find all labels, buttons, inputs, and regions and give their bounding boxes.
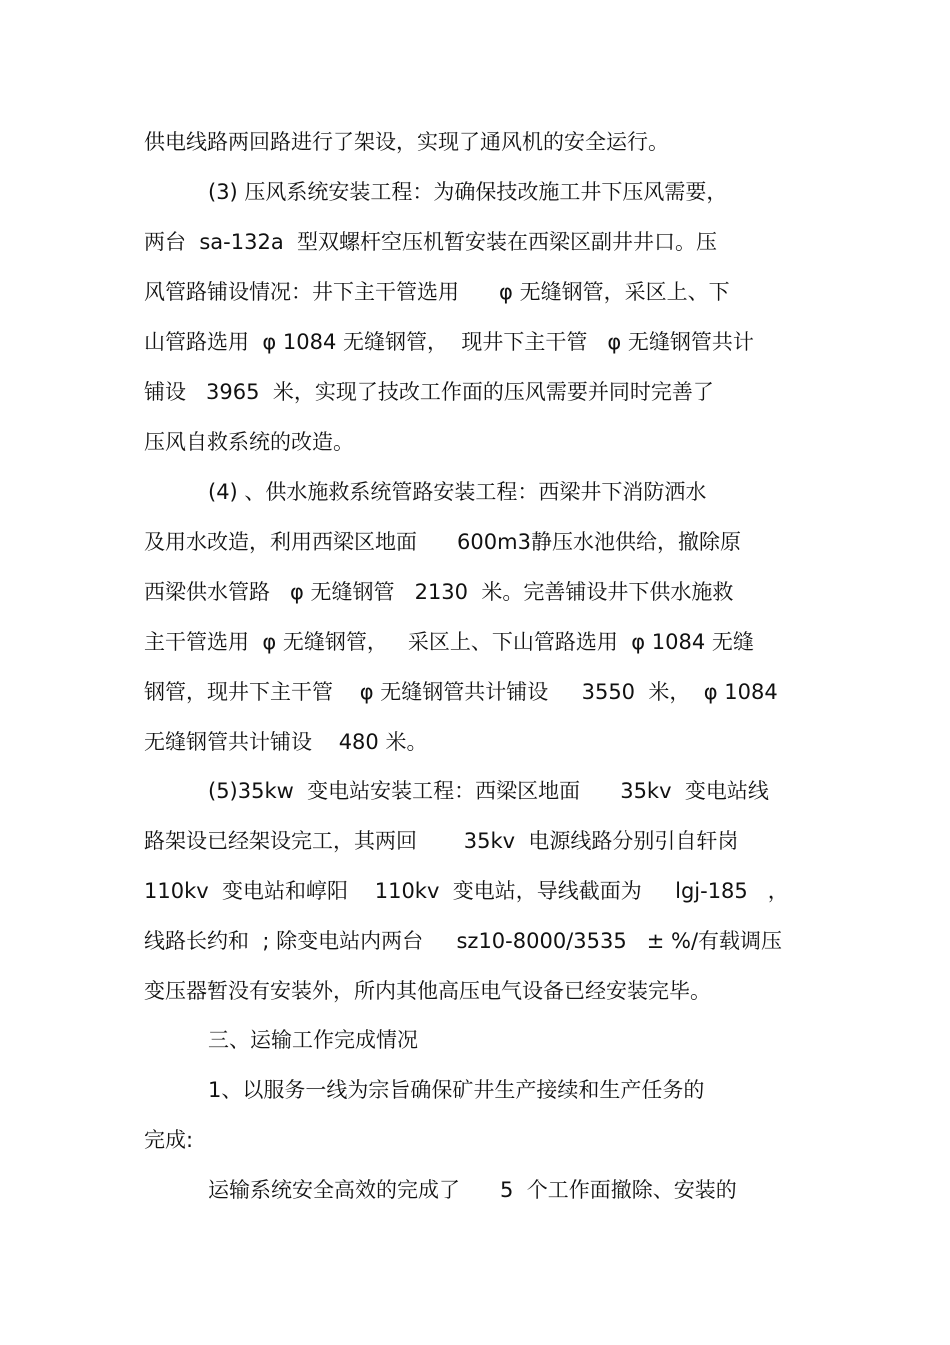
text-line: 及用水改造，利用西梁区地面 600m3静压水池供给，撤除原 <box>144 530 741 554</box>
text-line: 钢管，现井下主干管 φ 无缝钢管共计铺设 3550 米， φ 1084 <box>144 680 778 704</box>
text-line: 西梁供水管路 φ 无缝钢管 2130 米。完善铺设井下供水施救 <box>144 580 734 604</box>
text-line: 无缝钢管共计铺设 480 米。 <box>144 730 428 754</box>
text-line: 供电线路两回路进行了架设，实现了通风机的安全运行。 <box>144 130 669 154</box>
text-line: 风管路铺设情况：井下主干管选用 φ 无缝钢管，采区上、下 <box>144 280 730 304</box>
text-line: 线路长约和 ; 除变电站内两台 sz10-8000/3535 ± %/有载调压 <box>144 929 783 953</box>
text-line: (5)35kw 变电站安装工程：西梁区地面 35kv 变电站线 <box>208 779 769 803</box>
text-line: 山管路选用 φ 1084 无缝钢管， 现井下主干管 φ 无缝钢管共计 <box>144 330 754 354</box>
text-line: 完成: <box>144 1128 194 1152</box>
text-line: 110kv 变电站和崞阳 110kv 变电站，导线截面为 lgj-185 ， <box>144 879 789 903</box>
text-line: 变压器暂没有安装外，所内其他高压电气设备已经安装完毕。 <box>144 979 711 1003</box>
text-line: (4) 、供水施救系统管路安装工程：西梁井下消防洒水 <box>208 480 707 504</box>
text-line: 铺设 3965 米，实现了技改工作面的压风需要并同时完善了 <box>144 380 714 404</box>
text-line: (3) 压风系统安装工程：为确保技改施工井下压风需要， <box>208 180 728 204</box>
text-line: 运输系统安全高效的完成了 5 个工作面撤除、安装的 <box>208 1178 737 1202</box>
text-line: 1、以服务一线为宗旨确保矿井生产接续和生产任务的 <box>208 1078 705 1102</box>
section-heading: 三、运输工作完成情况 <box>208 1028 418 1052</box>
text-line: 路架设已经架设完工，其两回 35kv 电源线路分别引自轩岗 <box>144 829 739 853</box>
text-line: 两台 sa-132a 型双螺杆空压机暂安装在西梁区副井井口。压 <box>144 230 718 254</box>
text-line: 压风自救系统的改造。 <box>144 430 354 454</box>
text-line: 主干管选用 φ 无缝钢管， 采区上、下山管路选用 φ 1084 无缝 <box>144 630 754 654</box>
